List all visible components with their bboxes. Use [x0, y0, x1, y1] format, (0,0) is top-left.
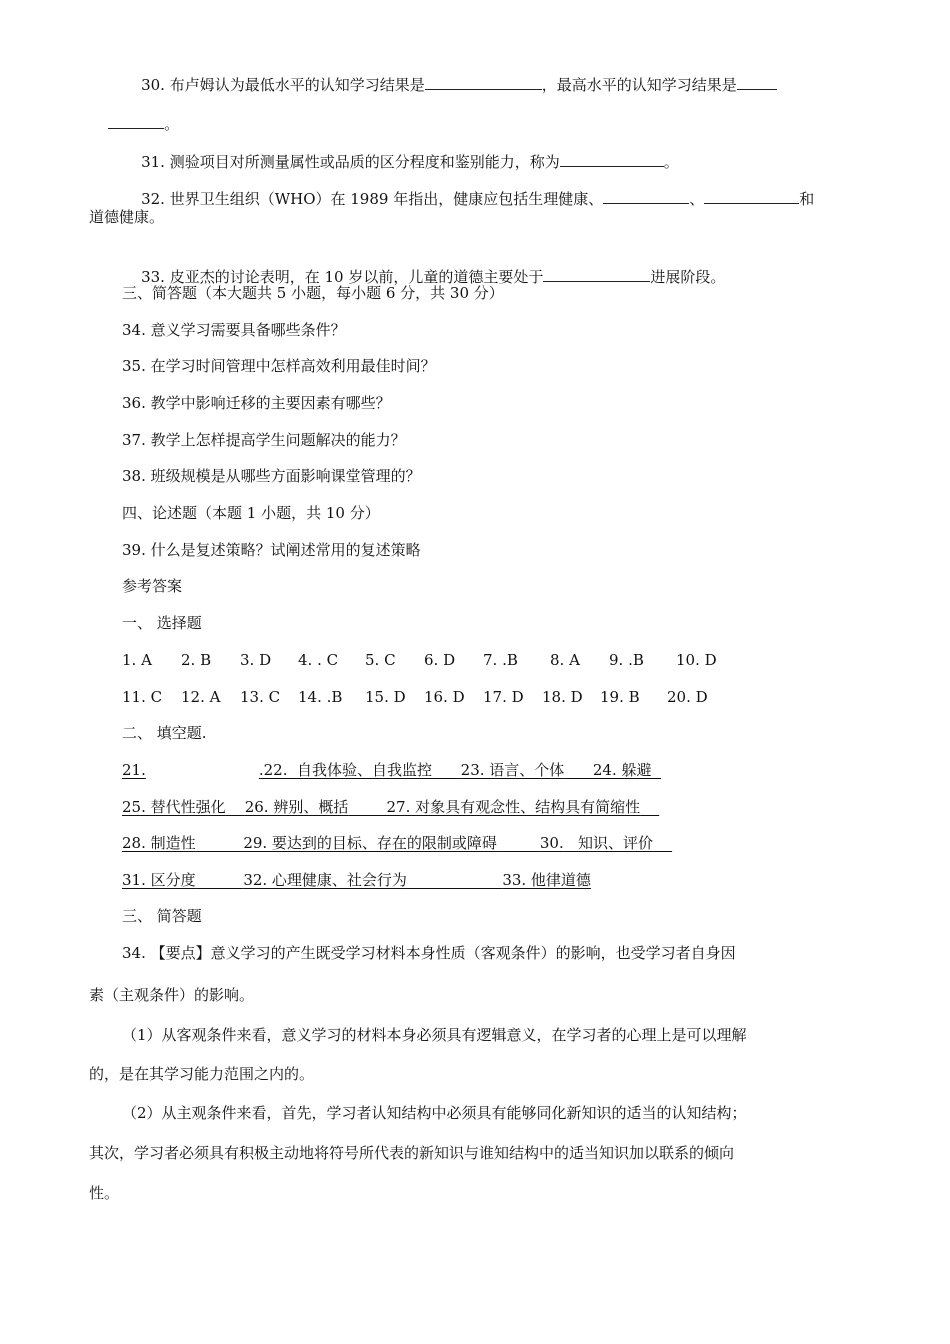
mc-answer: 6. D: [424, 651, 456, 669]
question-30: [122, 54, 777, 115]
fill-answer: 33. 他律道德: [502, 871, 591, 889]
fill-answer: 32. 心理健康、社会行为: [243, 871, 407, 889]
answer-blank: [425, 74, 542, 90]
question-32: [122, 168, 814, 229]
question-30-text: 30. 布卢姆认为最低水平的认知学习结果是: [141, 76, 425, 94]
question-31-text: 31. 测验项目对所测量属性或品质的区分程度和鉴别能力，称为: [141, 153, 560, 171]
answer-blank: [704, 188, 799, 204]
mc-answer: 2. B: [181, 651, 212, 669]
answer-34-line: （2）从主观条件来看，首先，学习者认知结构中必须具有能够同化新知识的适当的认知结构；: [122, 1104, 747, 1122]
mc-answer: 4. . C: [298, 651, 339, 669]
answer-34-line: 素（主观条件）的影响。: [89, 986, 255, 1004]
fill-answer: 25. 替代性强化: [122, 798, 226, 816]
answer-34-line: 的，是在其学习能力范围之内的。: [89, 1065, 315, 1083]
question-32-cont: 道德健康。: [89, 208, 165, 226]
fill-answer: 29. 要达到的目标、存在的限制或障碍: [243, 834, 497, 852]
question-34: 34. 意义学习需要具备哪些条件？: [122, 321, 346, 339]
answers-heading: 参考答案: [122, 577, 183, 595]
answer-blank: [560, 151, 664, 167]
mc-heading: 一、 选择题: [122, 614, 202, 632]
fill-answer: 24. 躲避: [592, 761, 652, 779]
mc-answer: 1. A: [122, 651, 152, 669]
question-32-text: 32. 世界卫生组织（WHO）在 1989 年指出，健康应包括生理健康、: [141, 190, 604, 208]
question-33-end: 进展阶段。: [650, 268, 726, 286]
fill-answer: 26. 辨别、概括: [244, 798, 349, 816]
answer-34-line: 其次，学习者必须具有积极主动地将符号所代表的新知识与谁知结构中的适当知识加以联系的倾向: [89, 1144, 735, 1162]
mc-answer: 11. C: [122, 688, 163, 706]
fill-answer: 21.: [122, 761, 146, 779]
question-30-end: 。: [164, 115, 180, 133]
mc-answer: 7. .B: [483, 651, 518, 669]
fill-answers-row-1: [122, 760, 718, 780]
mc-answer: 9. .B: [609, 651, 644, 669]
mc-answer: 19. B: [600, 688, 640, 706]
question-32-sep: 、: [689, 190, 705, 208]
mc-answer: 15. D: [365, 688, 406, 706]
mc-answer: 18. D: [542, 688, 583, 706]
mc-answer: 17. D: [483, 688, 524, 706]
mc-answer: 12. A: [181, 688, 221, 706]
short-answer-heading: 三、 简答题: [122, 907, 202, 925]
question-39: 39. 什么是复述策略？试阐述常用的复述策略: [122, 541, 421, 559]
question-32-and: 和: [799, 190, 815, 208]
question-36: 36. 教学中影响迁移的主要因素有哪些？: [122, 394, 391, 412]
fill-answers-row-3: [122, 833, 672, 853]
question-38: 38. 班级规模是从哪些方面影响课堂管理的？: [122, 467, 421, 485]
mc-answer: 16. D: [424, 688, 465, 706]
fill-answer: 知识、评价: [578, 834, 654, 852]
fill-answer: 31. 区分度: [122, 871, 196, 889]
answer-blank: [603, 188, 689, 204]
fill-answer: 27. 对象具有观念性、结构具有简缩性: [386, 798, 641, 816]
fill-answer: 自我体验、自我监控: [297, 761, 433, 779]
question-31-end: 。: [663, 153, 679, 171]
answer-blank: [737, 74, 777, 90]
mc-answer: 8. A: [550, 651, 580, 669]
question-30-text-2: ，最高水平的认知学习结果是: [541, 76, 737, 94]
question-33-text: 33. 皮亚杰的讨论表明，在 10 岁以前，儿童的道德主要处于: [141, 268, 544, 286]
fill-answer: 30.: [539, 834, 564, 852]
answer-blank: [108, 113, 164, 129]
mc-answer: 13. C: [240, 688, 281, 706]
question-35: 35. 在学习时间管理中怎样高效利用最佳时间？: [122, 357, 436, 375]
mc-answer: 3. D: [240, 651, 272, 669]
answer-34-line: 34. 【要点】意义学习的产生既受学习材料本身性质（客观条件）的影响，也受学习者自身因: [122, 944, 736, 962]
answer-34-line: （1）从客观条件来看，意义学习的材料本身必须具有逻辑意义，在学习者的心理上是可以理解: [122, 1026, 747, 1044]
section-heading: 四、论述题（本题 1 小题，共 10 分）: [122, 504, 380, 522]
fill-answers-row-4: [122, 870, 591, 890]
fill-answers-row-2: [122, 797, 659, 817]
mc-answer: 10. D: [676, 651, 717, 669]
answer-blank: [543, 266, 650, 282]
mc-answer: 5. C: [365, 651, 396, 669]
spacer: [146, 760, 259, 780]
fill-heading: 二、 填空题.: [122, 724, 207, 742]
mc-answer: 20. D: [667, 688, 708, 706]
mc-answer: 14. .B: [298, 688, 343, 706]
fill-answer: 28. 制造性: [122, 834, 196, 852]
section-heading: 三、简答题（本大题共 5 小题，每小题 6 分，共 30 分）: [122, 284, 504, 302]
fill-answer: 23. 语言、个体: [460, 761, 565, 779]
question-37: 37. 教学上怎样提高学生问题解决的能力？: [122, 431, 406, 449]
fill-answer: .22.: [258, 761, 288, 779]
answer-34-line: 性。: [89, 1184, 120, 1202]
